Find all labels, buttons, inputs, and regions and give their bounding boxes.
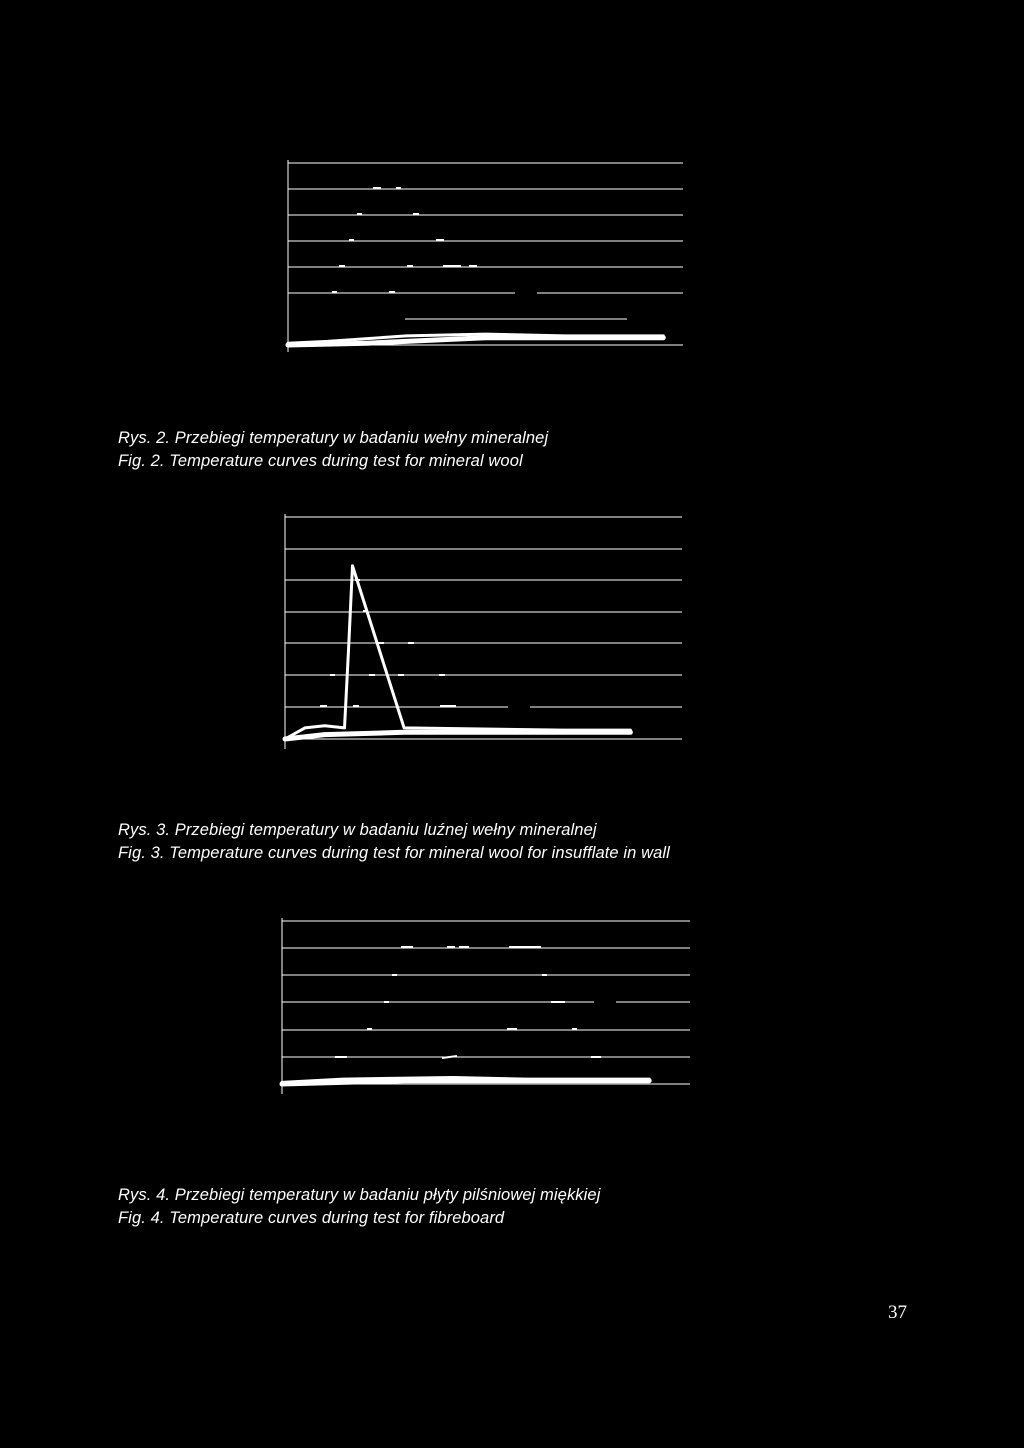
figure-3-caption — [118, 819, 670, 865]
figure-2-caption — [118, 427, 548, 473]
figure-2-chart — [285, 160, 685, 352]
figure-4-caption-en: Fig. 4. Temperature curves during test for fibreboard — [118, 1209, 505, 1227]
figure-3-caption-en: Fig. 3. Temperature curves during test for mineral wool for insufflate in wall — [118, 844, 670, 862]
figure-3-chart — [282, 514, 684, 749]
series-curve-a — [285, 566, 630, 739]
data-mark — [442, 1056, 457, 1058]
figure-3-caption-pl: Rys. 3. Przebiegi temperatury w badaniu luźnej wełny mineralnej — [118, 821, 597, 839]
figure-4-svg — [279, 918, 692, 1094]
figure-4-caption — [118, 1184, 600, 1230]
figure-4-caption-pl: Rys. 4. Przebiegi temperatury w badaniu płyty pilśniowej miękkiej — [118, 1186, 601, 1204]
page-number: 37 — [888, 1302, 907, 1323]
figure-2-svg — [285, 160, 685, 352]
figure-4-chart — [279, 918, 692, 1094]
series-curve-b — [285, 732, 630, 739]
figure-2-caption-en: Fig. 2. Temperature curves during test for mineral wool — [118, 452, 523, 470]
figure-3-svg — [282, 514, 684, 749]
figure-2-caption-pl: Rys. 2. Przebiegi temperatury w badaniu wełny mineralnej — [118, 429, 549, 447]
